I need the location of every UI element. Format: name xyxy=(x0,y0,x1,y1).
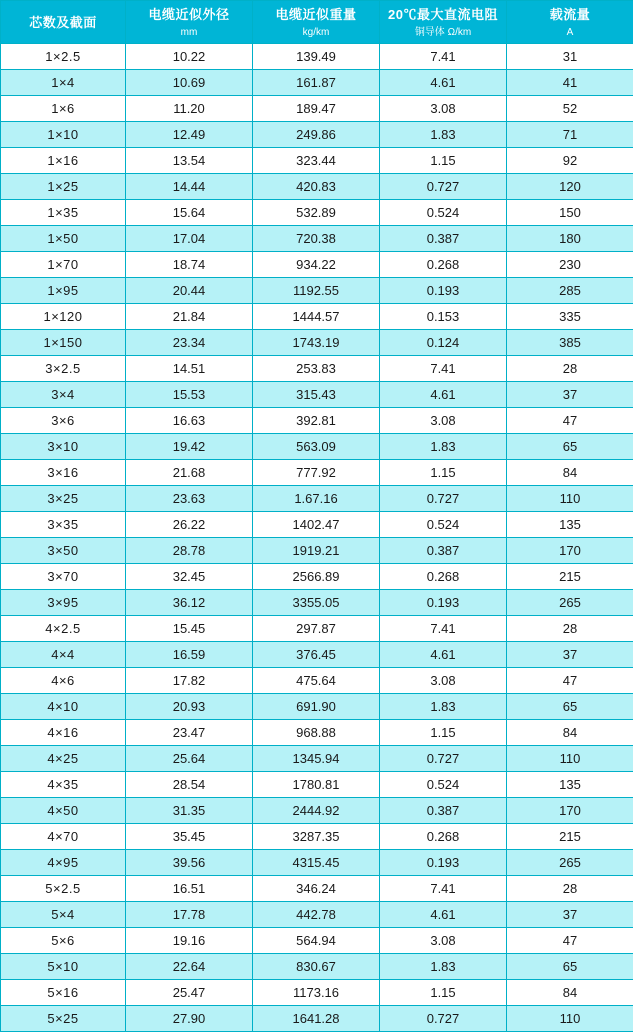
cell-weight: 2566.89 xyxy=(253,564,380,590)
cell-weight: 315.43 xyxy=(253,382,380,408)
table-row xyxy=(1,902,633,928)
cell-core-section: 1×70 xyxy=(1,252,126,278)
cell-core-section: 1×50 xyxy=(1,226,126,252)
cell-outer-diameter: 31.35 xyxy=(126,798,253,824)
cell-core-section: 4×10 xyxy=(1,694,126,720)
cell-dc-resistance: 7.41 xyxy=(380,876,507,902)
cell-dc-resistance: 0.387 xyxy=(380,226,507,252)
cell-dc-resistance: 0.387 xyxy=(380,798,507,824)
cell-core-section: 1×35 xyxy=(1,200,126,226)
cell-dc-resistance: 0.727 xyxy=(380,746,507,772)
cell-dc-resistance: 3.08 xyxy=(380,928,507,954)
cell-current-rating: 135 xyxy=(507,512,633,538)
cell-dc-resistance: 0.124 xyxy=(380,330,507,356)
table-row xyxy=(1,330,633,356)
cell-current-rating: 37 xyxy=(507,642,633,668)
table-row xyxy=(1,1006,633,1032)
cell-weight: 189.47 xyxy=(253,96,380,122)
cell-current-rating: 230 xyxy=(507,252,633,278)
cell-outer-diameter: 19.42 xyxy=(126,434,253,460)
table-row xyxy=(1,200,633,226)
cell-outer-diameter: 15.53 xyxy=(126,382,253,408)
table-row xyxy=(1,44,633,70)
cell-current-rating: 110 xyxy=(507,1006,633,1032)
cell-outer-diameter: 17.04 xyxy=(126,226,253,252)
column-header-current-rating-label: 载流量 xyxy=(507,1,633,25)
table-row xyxy=(1,616,633,642)
cell-outer-diameter: 16.59 xyxy=(126,642,253,668)
table-row xyxy=(1,174,633,200)
cell-dc-resistance: 3.08 xyxy=(380,668,507,694)
cell-outer-diameter: 10.69 xyxy=(126,70,253,96)
table-row xyxy=(1,148,633,174)
cell-core-section: 4×70 xyxy=(1,824,126,850)
cell-core-section: 3×70 xyxy=(1,564,126,590)
cell-dc-resistance: 7.41 xyxy=(380,356,507,382)
cell-outer-diameter: 17.78 xyxy=(126,902,253,928)
cell-core-section: 3×95 xyxy=(1,590,126,616)
cell-outer-diameter: 16.63 xyxy=(126,408,253,434)
cell-core-section: 5×6 xyxy=(1,928,126,954)
cell-dc-resistance: 0.727 xyxy=(380,1006,507,1032)
cell-current-rating: 180 xyxy=(507,226,633,252)
cell-dc-resistance: 0.153 xyxy=(380,304,507,330)
cell-current-rating: 65 xyxy=(507,694,633,720)
table-row xyxy=(1,96,633,122)
table-row xyxy=(1,746,633,772)
table-row xyxy=(1,538,633,564)
cell-current-rating: 110 xyxy=(507,746,633,772)
cell-outer-diameter: 20.44 xyxy=(126,278,253,304)
cell-outer-diameter: 28.54 xyxy=(126,772,253,798)
cell-weight: 1192.55 xyxy=(253,278,380,304)
cell-core-section: 1×2.5 xyxy=(1,44,126,70)
cell-weight: 1402.47 xyxy=(253,512,380,538)
cell-dc-resistance: 1.15 xyxy=(380,148,507,174)
cell-current-rating: 28 xyxy=(507,616,633,642)
cell-current-rating: 65 xyxy=(507,954,633,980)
cell-dc-resistance: 1.15 xyxy=(380,460,507,486)
cell-weight: 392.81 xyxy=(253,408,380,434)
cell-outer-diameter: 21.84 xyxy=(126,304,253,330)
cell-weight: 1641.28 xyxy=(253,1006,380,1032)
cell-core-section: 5×16 xyxy=(1,980,126,1006)
column-header-outer-diameter-unit: mm xyxy=(126,25,252,43)
cell-outer-diameter: 28.78 xyxy=(126,538,253,564)
cell-outer-diameter: 17.82 xyxy=(126,668,253,694)
cell-outer-diameter: 15.45 xyxy=(126,616,253,642)
cell-current-rating: 110 xyxy=(507,486,633,512)
cell-current-rating: 265 xyxy=(507,590,633,616)
cell-outer-diameter: 19.16 xyxy=(126,928,253,954)
cell-core-section: 1×16 xyxy=(1,148,126,174)
cell-current-rating: 28 xyxy=(507,356,633,382)
cell-core-section: 1×25 xyxy=(1,174,126,200)
cell-dc-resistance: 0.193 xyxy=(380,590,507,616)
cell-core-section: 1×6 xyxy=(1,96,126,122)
cell-dc-resistance: 0.268 xyxy=(380,252,507,278)
cell-weight: 3287.35 xyxy=(253,824,380,850)
cell-weight: 376.45 xyxy=(253,642,380,668)
table-row xyxy=(1,876,633,902)
table-row xyxy=(1,512,633,538)
cell-weight: 323.44 xyxy=(253,148,380,174)
table-header xyxy=(1,1,633,44)
cell-outer-diameter: 12.49 xyxy=(126,122,253,148)
cell-weight: 1.67.16 xyxy=(253,486,380,512)
cell-dc-resistance: 0.387 xyxy=(380,538,507,564)
cell-weight: 346.24 xyxy=(253,876,380,902)
cell-core-section: 4×95 xyxy=(1,850,126,876)
cell-dc-resistance: 7.41 xyxy=(380,44,507,70)
cell-weight: 532.89 xyxy=(253,200,380,226)
cell-core-section: 1×150 xyxy=(1,330,126,356)
table-row xyxy=(1,460,633,486)
cell-weight: 249.86 xyxy=(253,122,380,148)
cell-core-section: 5×4 xyxy=(1,902,126,928)
cell-outer-diameter: 23.63 xyxy=(126,486,253,512)
table-row xyxy=(1,590,633,616)
cell-weight: 720.38 xyxy=(253,226,380,252)
table-row xyxy=(1,798,633,824)
cell-core-section: 3×35 xyxy=(1,512,126,538)
cell-core-section: 4×35 xyxy=(1,772,126,798)
cell-current-rating: 71 xyxy=(507,122,633,148)
cell-current-rating: 37 xyxy=(507,902,633,928)
cell-outer-diameter: 16.51 xyxy=(126,876,253,902)
cell-current-rating: 47 xyxy=(507,928,633,954)
header-row xyxy=(1,1,633,44)
cell-dc-resistance: 1.15 xyxy=(380,980,507,1006)
table-row xyxy=(1,928,633,954)
cell-outer-diameter: 36.12 xyxy=(126,590,253,616)
cell-core-section: 3×25 xyxy=(1,486,126,512)
column-header-current-rating xyxy=(507,1,633,44)
cell-dc-resistance: 7.41 xyxy=(380,616,507,642)
cell-current-rating: 215 xyxy=(507,824,633,850)
column-header-core-section-unit xyxy=(1,33,125,36)
cell-outer-diameter: 13.54 xyxy=(126,148,253,174)
cell-outer-diameter: 11.20 xyxy=(126,96,253,122)
cell-current-rating: 385 xyxy=(507,330,633,356)
cell-outer-diameter: 23.34 xyxy=(126,330,253,356)
table-row xyxy=(1,434,633,460)
cell-current-rating: 265 xyxy=(507,850,633,876)
cell-core-section: 5×10 xyxy=(1,954,126,980)
cell-outer-diameter: 14.44 xyxy=(126,174,253,200)
cell-weight: 4315.45 xyxy=(253,850,380,876)
cell-current-rating: 31 xyxy=(507,44,633,70)
cell-core-section: 4×16 xyxy=(1,720,126,746)
table-row xyxy=(1,694,633,720)
cell-outer-diameter: 27.90 xyxy=(126,1006,253,1032)
cell-current-rating: 84 xyxy=(507,720,633,746)
cell-dc-resistance: 4.61 xyxy=(380,70,507,96)
cell-outer-diameter: 32.45 xyxy=(126,564,253,590)
column-header-dc-resistance-unit: 铜导体 Ω/km xyxy=(380,25,506,43)
cell-outer-diameter: 25.64 xyxy=(126,746,253,772)
cell-weight: 564.94 xyxy=(253,928,380,954)
table-body xyxy=(1,44,633,1032)
cell-core-section: 4×50 xyxy=(1,798,126,824)
cell-current-rating: 335 xyxy=(507,304,633,330)
cell-current-rating: 52 xyxy=(507,96,633,122)
cell-outer-diameter: 14.51 xyxy=(126,356,253,382)
cell-outer-diameter: 25.47 xyxy=(126,980,253,1006)
cell-core-section: 3×2.5 xyxy=(1,356,126,382)
cell-weight: 830.67 xyxy=(253,954,380,980)
cell-current-rating: 47 xyxy=(507,408,633,434)
cell-core-section: 4×4 xyxy=(1,642,126,668)
cell-current-rating: 28 xyxy=(507,876,633,902)
table-row xyxy=(1,824,633,850)
cell-core-section: 3×16 xyxy=(1,460,126,486)
table-row xyxy=(1,304,633,330)
cell-dc-resistance: 1.83 xyxy=(380,954,507,980)
cell-weight: 777.92 xyxy=(253,460,380,486)
cell-weight: 442.78 xyxy=(253,902,380,928)
cell-outer-diameter: 35.45 xyxy=(126,824,253,850)
cell-weight: 1345.94 xyxy=(253,746,380,772)
table-row xyxy=(1,382,633,408)
table-row xyxy=(1,850,633,876)
cell-current-rating: 65 xyxy=(507,434,633,460)
cell-dc-resistance: 1.83 xyxy=(380,694,507,720)
cell-weight: 3355.05 xyxy=(253,590,380,616)
cell-dc-resistance: 4.61 xyxy=(380,902,507,928)
table-row xyxy=(1,122,633,148)
cell-current-rating: 285 xyxy=(507,278,633,304)
cell-dc-resistance: 3.08 xyxy=(380,408,507,434)
column-header-weight xyxy=(253,1,380,44)
cell-weight: 1780.81 xyxy=(253,772,380,798)
cell-current-rating: 84 xyxy=(507,980,633,1006)
cell-core-section: 5×2.5 xyxy=(1,876,126,902)
cell-current-rating: 41 xyxy=(507,70,633,96)
table-row xyxy=(1,226,633,252)
cell-outer-diameter: 10.22 xyxy=(126,44,253,70)
cell-weight: 1444.57 xyxy=(253,304,380,330)
cell-dc-resistance: 4.61 xyxy=(380,642,507,668)
table-row xyxy=(1,668,633,694)
cell-dc-resistance: 0.727 xyxy=(380,174,507,200)
cell-core-section: 5×25 xyxy=(1,1006,126,1032)
cell-weight: 420.83 xyxy=(253,174,380,200)
cell-core-section: 1×95 xyxy=(1,278,126,304)
cell-core-section: 1×120 xyxy=(1,304,126,330)
cell-dc-resistance: 1.83 xyxy=(380,434,507,460)
cell-current-rating: 150 xyxy=(507,200,633,226)
cell-weight: 2444.92 xyxy=(253,798,380,824)
cell-weight: 1743.19 xyxy=(253,330,380,356)
cell-dc-resistance: 0.193 xyxy=(380,850,507,876)
table-row xyxy=(1,720,633,746)
cell-outer-diameter: 21.68 xyxy=(126,460,253,486)
table-row xyxy=(1,278,633,304)
table-row xyxy=(1,772,633,798)
cell-current-rating: 135 xyxy=(507,772,633,798)
cell-core-section: 4×6 xyxy=(1,668,126,694)
cell-outer-diameter: 15.64 xyxy=(126,200,253,226)
cell-outer-diameter: 23.47 xyxy=(126,720,253,746)
cell-outer-diameter: 22.64 xyxy=(126,954,253,980)
cell-current-rating: 37 xyxy=(507,382,633,408)
cell-current-rating: 84 xyxy=(507,460,633,486)
cell-weight: 968.88 xyxy=(253,720,380,746)
cell-outer-diameter: 39.56 xyxy=(126,850,253,876)
cell-weight: 297.87 xyxy=(253,616,380,642)
table-row xyxy=(1,980,633,1006)
cell-current-rating: 92 xyxy=(507,148,633,174)
column-header-current-rating-unit: A xyxy=(507,25,633,43)
cell-core-section: 3×10 xyxy=(1,434,126,460)
column-header-core-section-label: 芯数及截面 xyxy=(1,9,125,33)
cell-core-section: 4×2.5 xyxy=(1,616,126,642)
table-row xyxy=(1,954,633,980)
cell-core-section: 3×6 xyxy=(1,408,126,434)
cell-dc-resistance: 0.727 xyxy=(380,486,507,512)
column-header-weight-unit: kg/km xyxy=(253,25,379,43)
cell-outer-diameter: 26.22 xyxy=(126,512,253,538)
cell-weight: 253.83 xyxy=(253,356,380,382)
column-header-dc-resistance-label: 20℃最大直流电阻 xyxy=(380,1,506,25)
cell-core-section: 1×10 xyxy=(1,122,126,148)
column-header-dc-resistance xyxy=(380,1,507,44)
cell-weight: 475.64 xyxy=(253,668,380,694)
cell-core-section: 3×50 xyxy=(1,538,126,564)
column-header-outer-diameter xyxy=(126,1,253,44)
table-row xyxy=(1,252,633,278)
cell-current-rating: 170 xyxy=(507,798,633,824)
cell-outer-diameter: 18.74 xyxy=(126,252,253,278)
cell-core-section: 4×25 xyxy=(1,746,126,772)
cell-current-rating: 215 xyxy=(507,564,633,590)
cell-core-section: 1×4 xyxy=(1,70,126,96)
table-row xyxy=(1,70,633,96)
cell-weight: 1919.21 xyxy=(253,538,380,564)
cell-dc-resistance: 0.524 xyxy=(380,200,507,226)
cell-dc-resistance: 3.08 xyxy=(380,96,507,122)
cell-dc-resistance: 0.193 xyxy=(380,278,507,304)
cell-weight: 691.90 xyxy=(253,694,380,720)
table-row xyxy=(1,564,633,590)
table-row xyxy=(1,356,633,382)
cell-outer-diameter: 20.93 xyxy=(126,694,253,720)
cell-weight: 139.49 xyxy=(253,44,380,70)
cell-weight: 934.22 xyxy=(253,252,380,278)
cell-weight: 161.87 xyxy=(253,70,380,96)
cell-current-rating: 120 xyxy=(507,174,633,200)
cell-dc-resistance: 0.524 xyxy=(380,772,507,798)
table-row xyxy=(1,408,633,434)
cell-dc-resistance: 0.524 xyxy=(380,512,507,538)
column-header-outer-diameter-label: 电缆近似外径 xyxy=(126,1,252,25)
cell-dc-resistance: 4.61 xyxy=(380,382,507,408)
cell-dc-resistance: 0.268 xyxy=(380,824,507,850)
column-header-core-section xyxy=(1,1,126,44)
cell-dc-resistance: 1.15 xyxy=(380,720,507,746)
column-header-weight-label: 电缆近似重量 xyxy=(253,1,379,25)
cell-weight: 1173.16 xyxy=(253,980,380,1006)
table-row xyxy=(1,642,633,668)
cell-dc-resistance: 1.83 xyxy=(380,122,507,148)
cell-dc-resistance: 0.268 xyxy=(380,564,507,590)
cell-weight: 563.09 xyxy=(253,434,380,460)
table-row xyxy=(1,486,633,512)
cell-current-rating: 47 xyxy=(507,668,633,694)
cell-current-rating: 170 xyxy=(507,538,633,564)
cell-core-section: 3×4 xyxy=(1,382,126,408)
